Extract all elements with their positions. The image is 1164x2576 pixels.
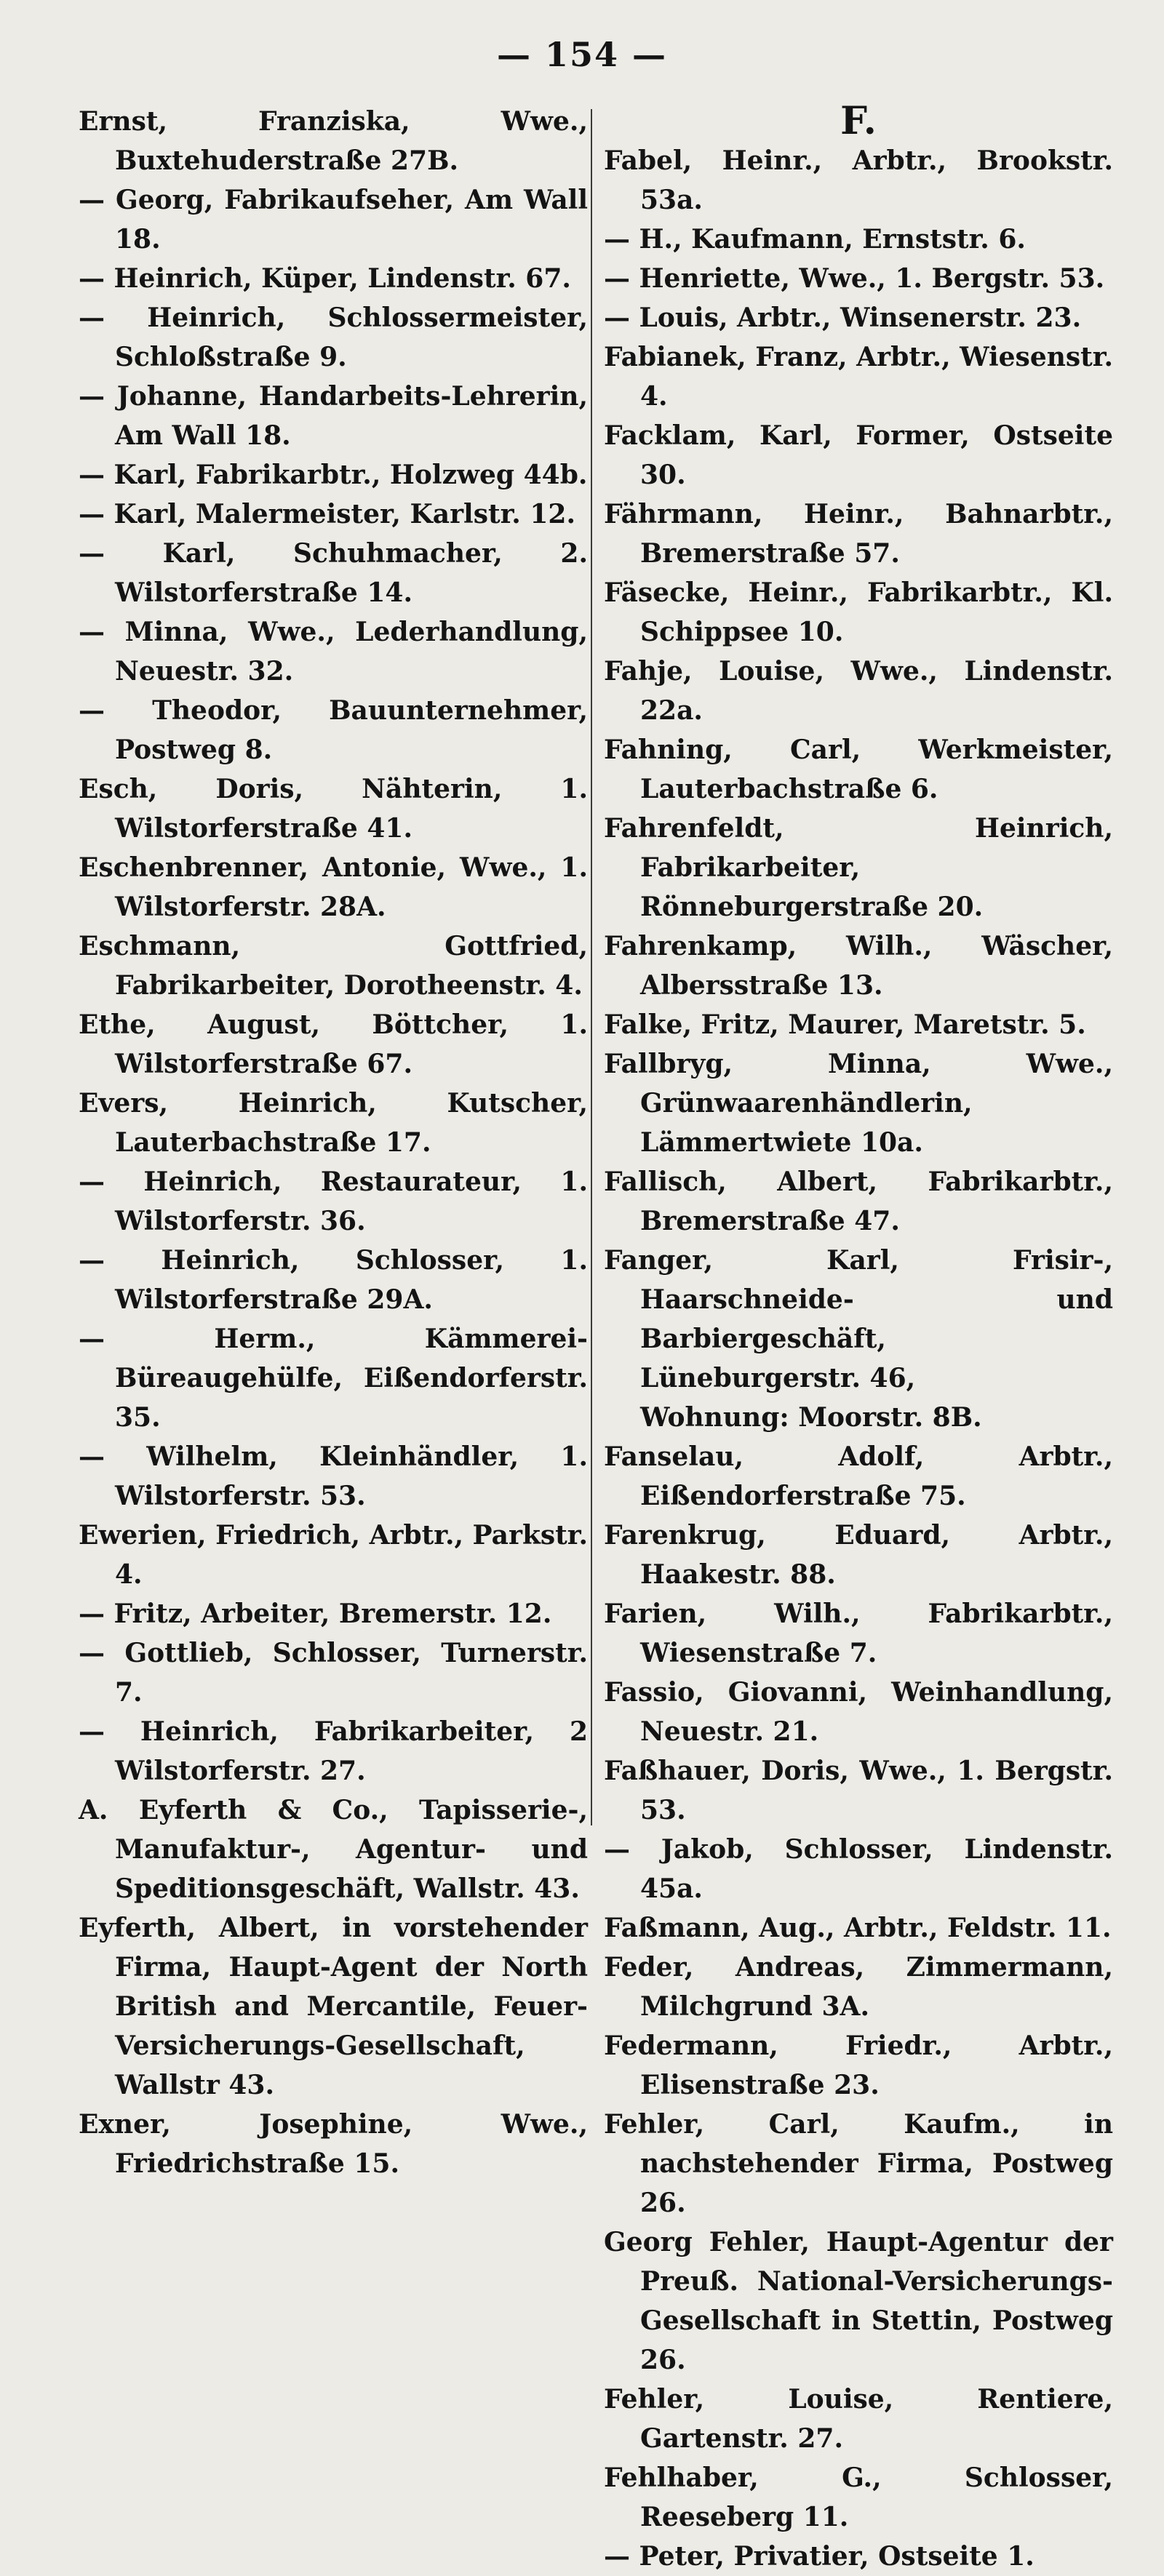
directory-entry: Esch, Doris, Nähterin, 1. Wilstorferstraße 41. bbox=[79, 774, 588, 844]
directory-entry: — Heinrich, Fabrikarbeiter, 2 Wilstorferstr. 27. bbox=[79, 1716, 588, 1786]
directory-entry: — Theodor, Bauunternehmer, Postweg 8. bbox=[79, 695, 588, 765]
directory-entry: Fabianek, Franz, Arbtr., Wiesenstr. 4. bbox=[604, 342, 1113, 412]
directory-entry: — Heinrich, Schlosser, 1. Wilstorferstraße 29A. bbox=[79, 1245, 588, 1315]
directory-entry: — Georg, Fabrikaufseher, Am Wall 18. bbox=[79, 185, 588, 255]
directory-entry: Fäsecke, Heinr., Fabrikarbtr., Kl. Schippsee 10. bbox=[604, 577, 1113, 647]
directory-entry: — H., Kaufmann, Ernststr. 6. bbox=[604, 224, 1026, 255]
directory-entry: Fahje, Louise, Wwe., Lindenstr. 22a. bbox=[604, 656, 1113, 726]
directory-entry: — Wilhelm, Kleinhändler, 1. Wilstorferstr. 53. bbox=[79, 1441, 588, 1511]
directory-entry: — Jakob, Schlosser, Lindenstr. 45a. bbox=[604, 1834, 1113, 1904]
directory-column-right bbox=[604, 99, 1113, 2576]
directory-column-left bbox=[79, 102, 588, 2183]
directory-entry: Eyferth, Albert, in vorstehender Firma, Haupt-Agent der North British and Mercantile, Feuer-Versicherungs-Gesellschaft, Wallstr 43. bbox=[79, 1913, 588, 2100]
directory-entry: — Gottlieb, Schlosser, Turnerstr. 7. bbox=[79, 1638, 588, 1708]
directory-entry: Fassio, Giovanni, Weinhandlung, Neuestr. 21. bbox=[604, 1677, 1113, 1747]
page-number: — 154 — bbox=[496, 35, 668, 74]
directory-entry: — Karl, Schuhmacher, 2. Wilstorferstraße 14. bbox=[79, 538, 588, 608]
directory-entry: — Heinrich, Schlossermeister, Schloßstraße 9. bbox=[79, 303, 588, 372]
directory-entry: — Louis, Arbtr., Winsenerstr. 23. bbox=[604, 303, 1082, 333]
directory-entry: Ethe, August, Böttcher, 1. Wilstorferstraße 67. bbox=[79, 1009, 588, 1079]
directory-entry: — Herm., Kämmerei-Büreaugehülfe, Eißendorferstr. 35. bbox=[79, 1324, 588, 1433]
directory-entry: Exner, Josephine, Wwe., Friedrichstraße 15. bbox=[79, 2109, 588, 2179]
directory-entry: — Karl, Fabrikarbtr., Holzweg 44b. bbox=[79, 460, 588, 490]
directory-entry: — Johanne, Handarbeits-Lehrerin, Am Wall 18. bbox=[79, 381, 588, 451]
directory-entry: Fabel, Heinr., Arbtr., Brookstr. 53a. bbox=[604, 145, 1113, 215]
directory-entry: Faßhauer, Doris, Wwe., 1. Bergstr. 53. bbox=[604, 1756, 1113, 1825]
directory-entry: Eschenbrenner, Antonie, Wwe., 1. Wilstorferstr. 28A. bbox=[79, 852, 588, 922]
directory-entry: — Peter, Privatier, Ostseite 1. bbox=[604, 2541, 1035, 2572]
directory-entry: Georg Fehler, Haupt-Agentur der Preuß. National-Versicherungs-Gesellschaft in Stettin, Postweg 26. bbox=[604, 2227, 1113, 2375]
column-divider bbox=[591, 109, 592, 1825]
directory-entry: Fährmann, Heinr., Bahnarbtr., Bremerstraße 57. bbox=[604, 499, 1113, 569]
directory-entry: Ewerien, Friedrich, Arbtr., Parkstr. 4. bbox=[79, 1520, 588, 1590]
directory-entry: Fehler, Carl, Kaufm., in nachstehender Firma, Postweg 26. bbox=[604, 2109, 1113, 2218]
directory-entry: Faßmann, Aug., Arbtr., Feldstr. 11. bbox=[604, 1913, 1112, 1943]
section-letter-heading: F. bbox=[840, 99, 877, 143]
directory-entry: — Henriette, Wwe., 1. Bergstr. 53. bbox=[604, 263, 1105, 294]
directory-entry: A. Eyferth & Co., Tapisserie-, Manufaktur-, Agentur- und Speditionsgeschäft, Wallstr. 43. bbox=[79, 1795, 588, 1904]
directory-entry: Fallisch, Albert, Fabrikarbtr., Bremerstraße 47. bbox=[604, 1167, 1113, 1236]
directory-entry: — Fritz, Arbeiter, Bremerstr. 12. bbox=[79, 1599, 552, 1629]
directory-entry: Facklam, Karl, Former, Ostseite 30. bbox=[604, 420, 1113, 490]
directory-entry: Evers, Heinrich, Kutscher, Lauterbachstraße 17. bbox=[79, 1088, 588, 1158]
directory-entry: — Heinrich, Küper, Lindenstr. 67. bbox=[79, 263, 571, 294]
directory-entry: Fahrenkamp, Wilh., Wäscher, Albersstraße 13. bbox=[604, 931, 1113, 1001]
directory-entry: Fanselau, Adolf, Arbtr., Eißendorferstraße 75. bbox=[604, 1441, 1113, 1511]
directory-entry: Fanger, Karl, Frisir-, Haarschneide- und Barbiergeschäft, Lüneburgerstr. 46, bbox=[604, 1245, 1113, 1393]
directory-entry: Fallbryg, Minna, Wwe., Grünwaarenhändlerin, Lämmertwiete 10a. bbox=[604, 1049, 1113, 1158]
directory-entry: Fahning, Carl, Werkmeister, Lauterbachstraße 6. bbox=[604, 735, 1113, 804]
directory-entry: Ernst, Franziska, Wwe., Buxtehuderstraße 27B. bbox=[79, 106, 588, 176]
directory-entry-continuation: Wohnung: Moorstr. 8B. bbox=[640, 1402, 982, 1433]
directory-entry: Farien, Wilh., Fabrikarbtr., Wiesenstraße 7. bbox=[604, 1599, 1113, 1668]
directory-entry: Fehler, Louise, Rentiere, Gartenstr. 27. bbox=[604, 2384, 1113, 2454]
directory-entry: — Minna, Wwe., Lederhandlung, Neuestr. 32. bbox=[79, 617, 588, 687]
directory-entry: Farenkrug, Eduard, Arbtr., Haakestr. 88. bbox=[604, 1520, 1113, 1590]
directory-entry: Feder, Andreas, Zimmermann, Milchgrund 3A. bbox=[604, 1952, 1113, 2022]
directory-entry: Fahrenfeldt, Heinrich, Fabrikarbeiter, Rönneburgerstraße 20. bbox=[604, 813, 1113, 922]
directory-entry: Federmann, Friedr., Arbtr., Elisenstraße 23. bbox=[604, 2031, 1113, 2100]
directory-entry: Fehlhaber, G., Schlosser, Reeseberg 11. bbox=[604, 2463, 1113, 2532]
directory-entry: — Heinrich, Restaurateur, 1. Wilstorferstr. 36. bbox=[79, 1167, 588, 1236]
directory-entry: Eschmann, Gottfried, Fabrikarbeiter, Dorotheenstr. 4. bbox=[79, 931, 588, 1001]
directory-entry: Falke, Fritz, Maurer, Maretstr. 5. bbox=[604, 1009, 1086, 1040]
directory-entry: — Karl, Malermeister, Karlstr. 12. bbox=[79, 499, 575, 529]
